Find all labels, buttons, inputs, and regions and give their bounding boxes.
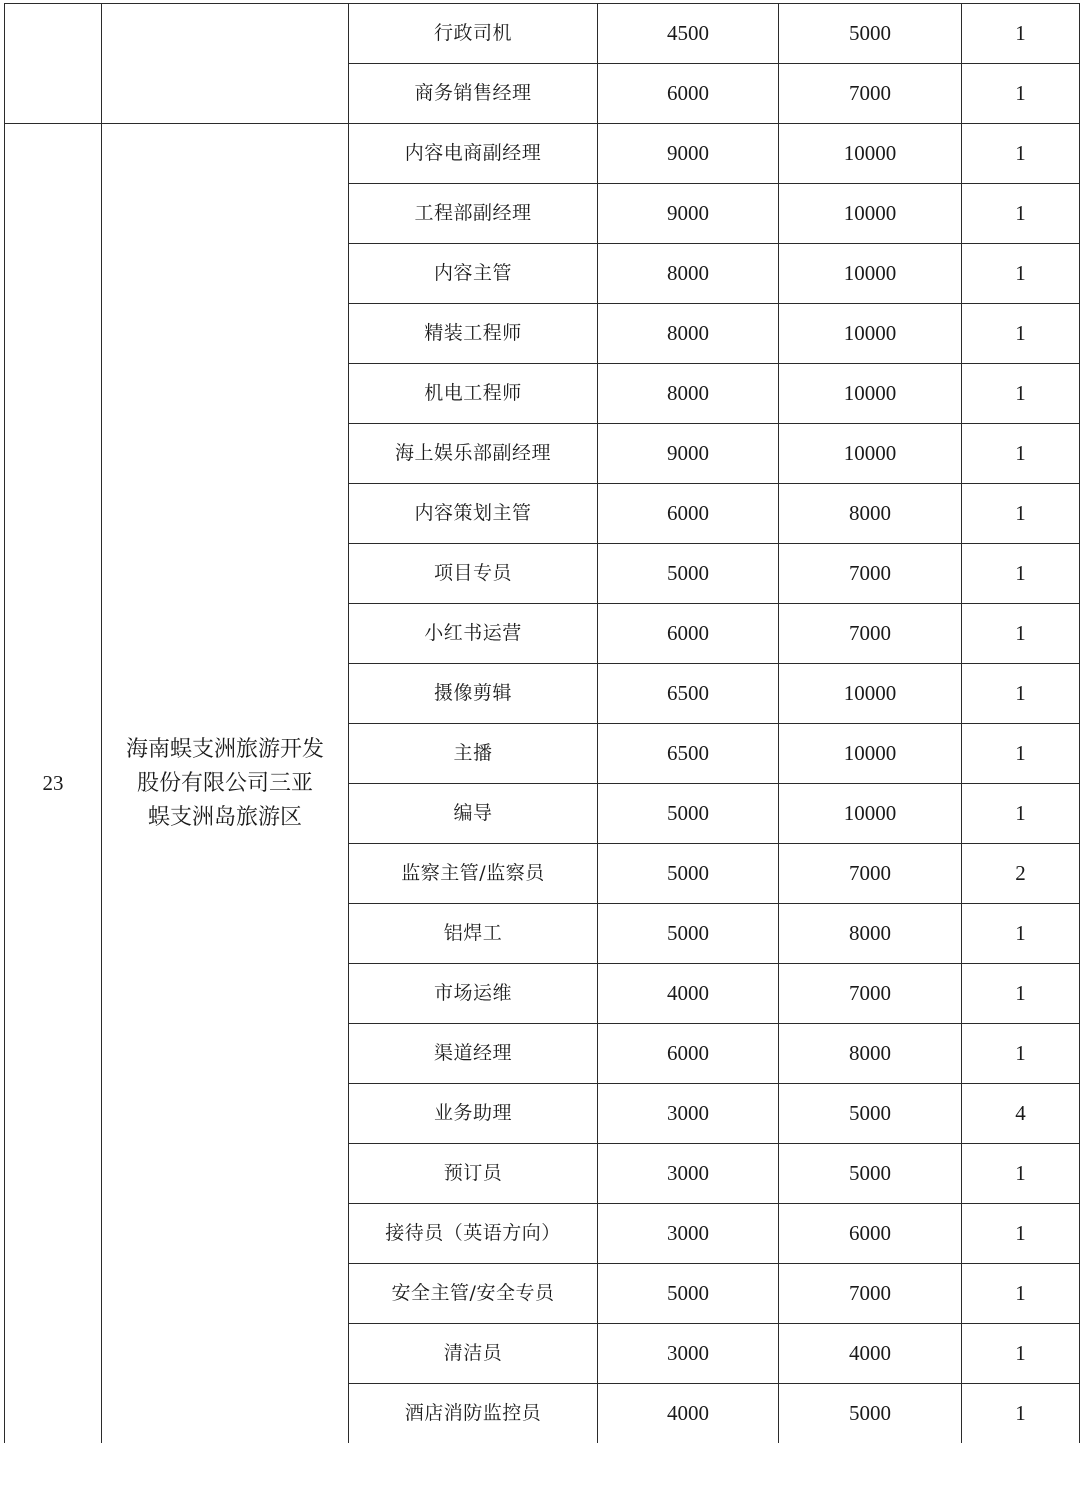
position-cell: 内容电商副经理	[349, 124, 598, 184]
position-cell: 预订员	[349, 1144, 598, 1204]
position-cell: 工程部副经理	[349, 184, 598, 244]
salary-max-cell: 7000	[779, 604, 962, 664]
headcount-cell: 2	[962, 844, 1080, 904]
table-body	[5, 4, 1080, 1444]
salary-min-cell: 3000	[598, 1204, 779, 1264]
salary-min-cell: 5000	[598, 904, 779, 964]
headcount-cell: 1	[962, 4, 1080, 64]
salary-min-cell: 4000	[598, 1384, 779, 1444]
salary-min-cell: 9000	[598, 184, 779, 244]
salary-min-cell: 8000	[598, 364, 779, 424]
salary-min-cell: 3000	[598, 1324, 779, 1384]
position-cell: 精装工程师	[349, 304, 598, 364]
job-listing-table	[4, 3, 1080, 1443]
position-cell: 小红书运营	[349, 604, 598, 664]
headcount-cell: 1	[962, 64, 1080, 124]
headcount-cell: 1	[962, 424, 1080, 484]
headcount-cell: 1	[962, 904, 1080, 964]
headcount-cell: 1	[962, 304, 1080, 364]
salary-max-cell: 10000	[779, 124, 962, 184]
headcount-cell: 1	[962, 1204, 1080, 1264]
position-cell: 项目专员	[349, 544, 598, 604]
headcount-cell: 1	[962, 124, 1080, 184]
salary-max-cell: 7000	[779, 544, 962, 604]
headcount-cell: 1	[962, 1324, 1080, 1384]
position-cell: 清洁员	[349, 1324, 598, 1384]
headcount-cell: 4	[962, 1084, 1080, 1144]
salary-max-cell: 6000	[779, 1204, 962, 1264]
salary-max-cell: 10000	[779, 424, 962, 484]
salary-max-cell: 10000	[779, 724, 962, 784]
salary-max-cell: 5000	[779, 4, 962, 64]
headcount-cell: 1	[962, 1264, 1080, 1324]
salary-min-cell: 5000	[598, 544, 779, 604]
position-cell: 海上娱乐部副经理	[349, 424, 598, 484]
salary-min-cell: 6000	[598, 64, 779, 124]
position-cell: 商务销售经理	[349, 64, 598, 124]
salary-max-cell: 7000	[779, 964, 962, 1024]
headcount-cell: 1	[962, 184, 1080, 244]
headcount-cell: 1	[962, 1384, 1080, 1444]
salary-max-cell: 10000	[779, 184, 962, 244]
position-cell: 酒店消防监控员	[349, 1384, 598, 1444]
position-cell: 监察主管/监察员	[349, 844, 598, 904]
company-name-line: 海南蜈支洲旅游开发	[125, 736, 324, 762]
salary-min-cell: 8000	[598, 304, 779, 364]
salary-max-cell: 7000	[779, 64, 962, 124]
salary-min-cell: 6000	[598, 1024, 779, 1084]
headcount-cell: 1	[962, 544, 1080, 604]
position-cell: 安全主管/安全专员	[349, 1264, 598, 1324]
company-cell	[102, 4, 349, 124]
salary-min-cell: 6000	[598, 604, 779, 664]
salary-min-cell: 3000	[598, 1084, 779, 1144]
position-cell: 内容主管	[349, 244, 598, 304]
company-name-line: 蜈支洲岛旅游区	[147, 804, 302, 830]
salary-max-cell: 7000	[779, 1264, 962, 1324]
salary-max-cell: 8000	[779, 1024, 962, 1084]
salary-min-cell: 6500	[598, 664, 779, 724]
position-cell: 铝焊工	[349, 904, 598, 964]
salary-max-cell: 10000	[779, 244, 962, 304]
salary-max-cell: 5000	[779, 1144, 962, 1204]
position-cell: 主播	[349, 724, 598, 784]
headcount-cell: 1	[962, 484, 1080, 544]
company-cell	[102, 124, 349, 1444]
salary-max-cell: 5000	[779, 1084, 962, 1144]
salary-max-cell: 8000	[779, 484, 962, 544]
headcount-cell: 1	[962, 604, 1080, 664]
headcount-cell: 1	[962, 664, 1080, 724]
salary-min-cell: 6000	[598, 484, 779, 544]
position-cell: 编导	[349, 784, 598, 844]
position-cell: 渠道经理	[349, 1024, 598, 1084]
salary-min-cell: 9000	[598, 124, 779, 184]
salary-min-cell: 4000	[598, 964, 779, 1024]
position-cell: 接待员（英语方向）	[349, 1204, 598, 1264]
salary-max-cell: 10000	[779, 364, 962, 424]
salary-min-cell: 8000	[598, 244, 779, 304]
salary-min-cell: 9000	[598, 424, 779, 484]
salary-max-cell: 10000	[779, 664, 962, 724]
salary-min-cell: 6500	[598, 724, 779, 784]
headcount-cell: 1	[962, 1144, 1080, 1204]
headcount-cell: 1	[962, 364, 1080, 424]
table-row	[5, 4, 1080, 64]
headcount-cell: 1	[962, 724, 1080, 784]
company-name-line: 股份有限公司三亚	[136, 770, 313, 796]
position-cell: 业务助理	[349, 1084, 598, 1144]
salary-min-cell: 5000	[598, 844, 779, 904]
position-cell: 市场运维	[349, 964, 598, 1024]
salary-min-cell: 5000	[598, 784, 779, 844]
position-cell: 内容策划主管	[349, 484, 598, 544]
headcount-cell: 1	[962, 1024, 1080, 1084]
salary-min-cell: 4500	[598, 4, 779, 64]
salary-max-cell: 10000	[779, 784, 962, 844]
salary-max-cell: 7000	[779, 844, 962, 904]
position-cell: 摄像剪辑	[349, 664, 598, 724]
headcount-cell: 1	[962, 964, 1080, 1024]
index-cell: 23	[5, 124, 102, 1444]
index-cell	[5, 4, 102, 124]
salary-max-cell: 5000	[779, 1384, 962, 1444]
salary-max-cell: 4000	[779, 1324, 962, 1384]
headcount-cell: 1	[962, 244, 1080, 304]
salary-max-cell: 8000	[779, 904, 962, 964]
position-cell: 机电工程师	[349, 364, 598, 424]
position-cell: 行政司机	[349, 4, 598, 64]
salary-min-cell: 5000	[598, 1264, 779, 1324]
salary-max-cell: 10000	[779, 304, 962, 364]
headcount-cell: 1	[962, 784, 1080, 844]
table-row	[5, 124, 1080, 184]
salary-min-cell: 3000	[598, 1144, 779, 1204]
